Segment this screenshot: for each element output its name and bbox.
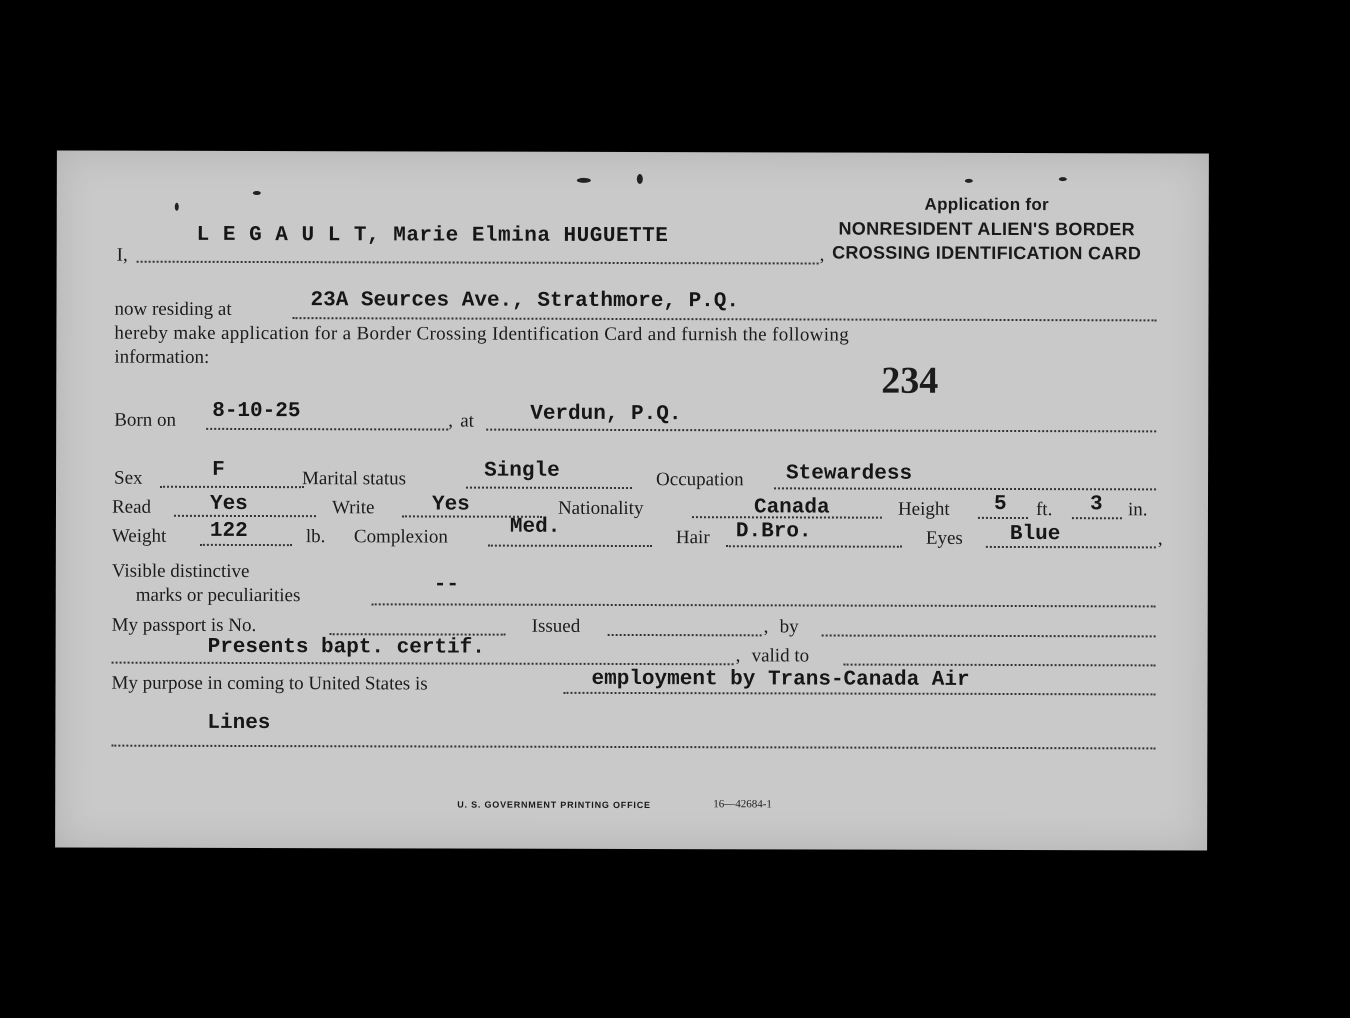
born-at-value: Verdun, P.Q. [530, 402, 682, 427]
occupation-line [774, 487, 1156, 490]
sex-line [160, 486, 304, 488]
label-lb: lb. [305, 526, 326, 548]
scan-speck [1059, 177, 1067, 181]
label-at: at [460, 410, 474, 432]
header-subtitle-1: NONRESIDENT ALIEN'S BORDER [838, 218, 1135, 240]
label-i: I, [116, 244, 128, 266]
purpose-value-2: Lines [207, 711, 271, 736]
label-sex: Sex [114, 467, 143, 489]
sex-value: F [212, 458, 225, 482]
height-in-value: 3 [1089, 493, 1103, 517]
born-at-line [486, 429, 1156, 433]
footer-form-number: 16—42684-1 [713, 798, 772, 811]
label-read: Read [111, 496, 152, 518]
born-on-line [206, 428, 448, 431]
marital-line [466, 487, 632, 489]
complexion-value: Med. [509, 515, 561, 539]
label-occupation: Occupation [656, 469, 744, 491]
passport-detail-line [112, 662, 734, 666]
eyes-value: Blue [1009, 522, 1061, 547]
border-crossing-card [55, 150, 1209, 850]
by-line [822, 634, 1156, 637]
label-complexion: Complexion [353, 526, 448, 548]
label-hair: Hair [675, 527, 710, 549]
header-subtitle-2: CROSSING IDENTIFICATION CARD [832, 242, 1142, 264]
label-purpose: My purpose in coming to United States is [111, 672, 428, 695]
address-line [292, 317, 1156, 321]
label-issued: Issued [531, 615, 581, 637]
eyes-line [986, 546, 1156, 548]
scan-speck [965, 179, 973, 183]
passport-detail-value: Presents bapt. certif. [207, 635, 485, 660]
label-nationality: Nationality [557, 497, 644, 520]
height-in-line [1072, 517, 1122, 519]
scan-speck [577, 178, 591, 183]
issued-comma: , [763, 616, 769, 638]
marital-value: Single [484, 459, 560, 483]
height-ft-value: 5 [993, 492, 1007, 516]
label-now-residing: now residing at [114, 298, 232, 320]
visible-marks-line [372, 603, 1156, 607]
weight-line [200, 544, 292, 546]
eyes-comma: , [1157, 528, 1163, 550]
scan-speck [175, 203, 179, 211]
footer-printer: U. S. GOVERNMENT PRINTING OFFICE [457, 799, 651, 811]
application-text-2: information: [114, 346, 210, 368]
scan-speck [637, 174, 643, 184]
complexion-line [488, 545, 652, 547]
read-value: Yes [209, 492, 248, 516]
label-by: by [779, 616, 799, 638]
height-ft-line [978, 517, 1028, 519]
valid-to-line [844, 664, 1156, 667]
write-value: Yes [431, 493, 470, 517]
visible-marks-value: -- [433, 573, 460, 597]
nationality-value: Canada [753, 496, 830, 520]
purpose-line-1 [563, 692, 1155, 696]
label-height: Height [897, 498, 950, 520]
label-valid-to: valid to [751, 645, 810, 667]
purpose-value-1: employment by Trans-Canada Air [591, 667, 970, 692]
name-comma: , [819, 244, 825, 266]
born-comma: , [448, 410, 453, 432]
occupation-value: Stewardess [786, 462, 913, 486]
label-visible-marks-1: Visible distinctive [111, 560, 250, 582]
scan-speck [253, 191, 261, 195]
applicant-name: L E G A U L T, Marie Elmina HUGUETTE [196, 223, 669, 249]
header-title: Application for [924, 194, 1050, 215]
label-marital-status: Marital status [302, 468, 407, 490]
name-line [137, 261, 819, 265]
hair-line [726, 545, 902, 547]
issued-line [608, 634, 762, 636]
application-text: hereby make application for a Border Crossing Identification Card and furnish the following [114, 322, 850, 346]
weight-value: 122 [209, 519, 248, 543]
label-passport-no: My passport is No. [111, 614, 257, 637]
passport-comma: , [735, 645, 741, 667]
label-born-on: Born on [114, 409, 176, 431]
label-visible-marks-2: marks or peculiarities [135, 584, 301, 607]
label-ft: ft. [1035, 499, 1053, 521]
label-weight: Weight [111, 525, 167, 547]
purpose-line-2 [111, 745, 1155, 750]
hair-value: D.Bro. [735, 520, 812, 544]
label-in: in. [1127, 499, 1148, 521]
address-value: 23A Seurces Ave., Strathmore, P.Q. [310, 289, 740, 314]
label-write: Write [331, 497, 375, 519]
label-eyes: Eyes [925, 527, 963, 549]
born-on-value: 8-10-25 [212, 399, 301, 424]
card-number: 234 [881, 359, 939, 402]
